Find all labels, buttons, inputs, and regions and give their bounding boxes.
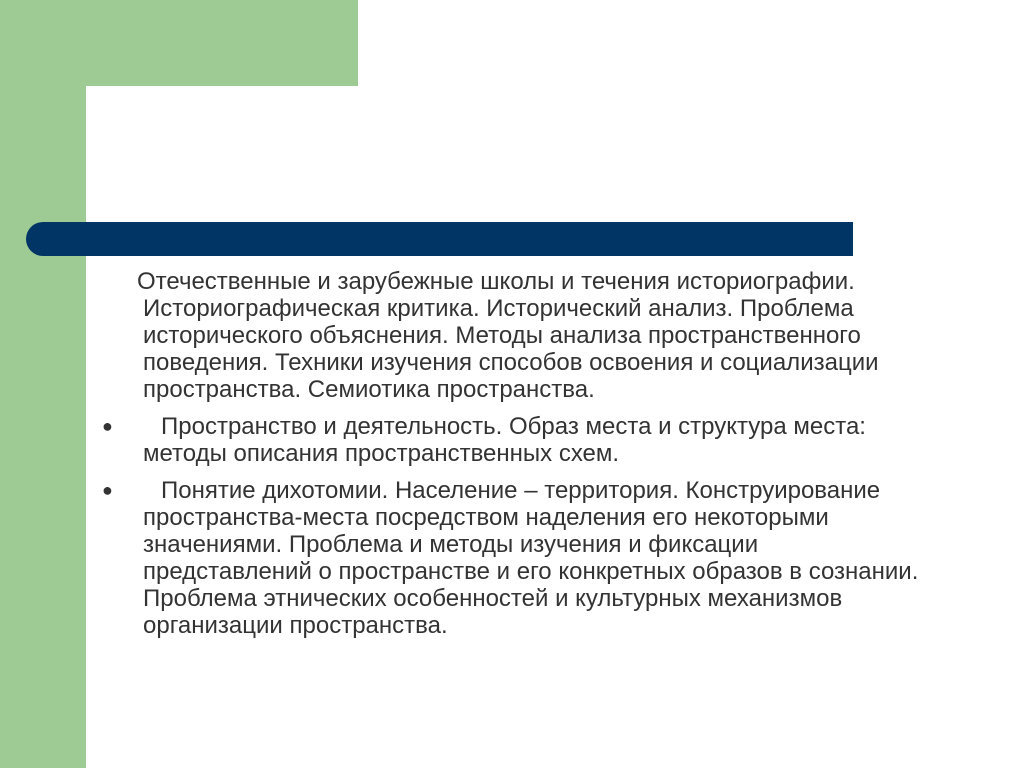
paragraph-2-text: Пространство и деятельность. Образ места и структура места: методы описания пространственных схем. bbox=[143, 413, 866, 467]
paragraph-1 bbox=[0, 268, 1024, 403]
paragraph-1-text: Отечественные и зарубежные школы и течения историографии. Историографическая критика. Исторический анализ. Проблема исторического объяснения. Методы анализа пространственного поведения. Техники изучения способов освоения и социализации пространства. Семиотика пространства. bbox=[137, 268, 879, 403]
paragraph-3-text: Понятие дихотомии. Население – территория. Конструирование пространства-места посредством наделения его некоторыми значениями. Проблема и методы изучения и фиксации представлений о пространстве и его конкретных образов в сознании. Проблема этнических особенностей и культурных механизмов организации пространства. bbox=[143, 477, 919, 639]
body-text bbox=[0, 268, 1024, 639]
paragraph-2 bbox=[0, 413, 1024, 467]
bullet-icon: ● bbox=[102, 416, 113, 436]
title-bar bbox=[26, 222, 853, 256]
bullet-icon: ● bbox=[102, 480, 113, 500]
paragraph-3 bbox=[0, 477, 1024, 639]
